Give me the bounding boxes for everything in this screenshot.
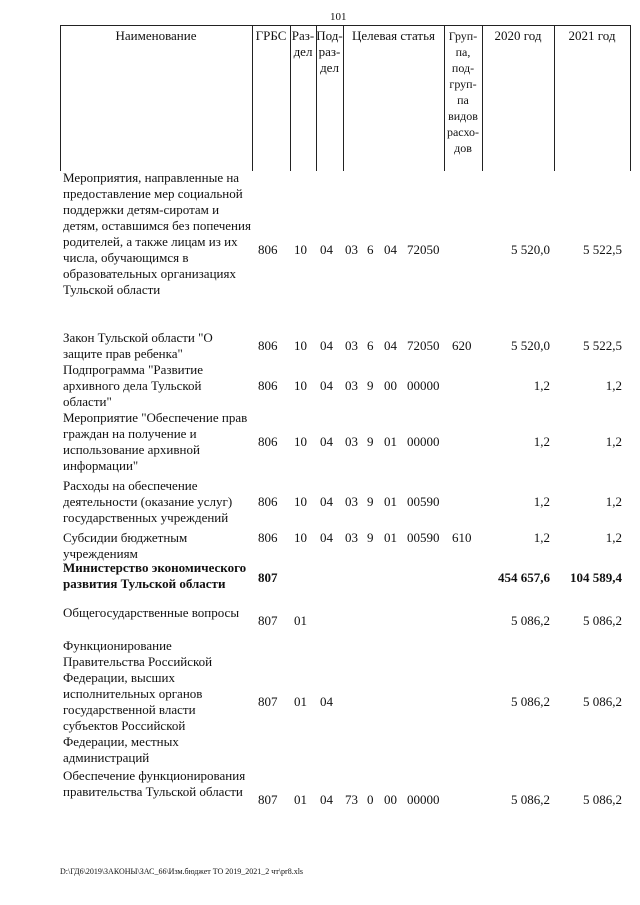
row-name-cell: Мероприятия, направленные на предоставление мер социальной поддержки детям-сиротам и детям, оставшимся без попечения родителей, а также лицам из их числа, обучающимся в образовательных организациях Тульской области (63, 170, 251, 297)
expense-type-cell: 610 (452, 530, 472, 545)
grbs-cell: 806 (258, 378, 278, 393)
grbs-cell: 806 (258, 530, 278, 545)
row-name-cell: Мероприятие "Обеспечение прав граждан на получение и использование архивной информации" (63, 410, 248, 473)
row-name-cell: Закон Тульской области "О защите прав ребенка" (63, 330, 213, 361)
podrazdel-cell: 04 (320, 434, 333, 449)
podrazdel-cell: 04 (320, 694, 333, 709)
razdel-cell: 10 (294, 242, 307, 257)
header-divider (343, 25, 344, 171)
expense-type-cell: 620 (452, 338, 472, 353)
target-event-cell: 01 (384, 494, 397, 509)
file-path-footer: D:\ГД6\2019\ЗАКОНЫ\ЗАС_66\Изм.бюджет ТО 2019_2021_2 чт\pr8.xls (60, 867, 304, 876)
target-program-cell: 03 (345, 494, 358, 509)
target-program-cell: 03 (345, 434, 358, 449)
grbs-cell: 807 (258, 792, 278, 807)
header-target: Целевая статья (351, 28, 435, 43)
grbs-cell: 807 (258, 613, 278, 628)
table-header (60, 25, 630, 172)
podrazdel-cell: 04 (320, 530, 333, 545)
razdel-cell: 01 (294, 792, 307, 807)
target-program-cell: 03 (345, 242, 358, 257)
target-subprogram-cell: 6 (367, 242, 374, 257)
grbs-cell: 806 (258, 338, 278, 353)
value-2021-cell: 1,2 (605, 378, 622, 393)
header-divider (252, 25, 253, 171)
value-2021-cell: 1,2 (605, 434, 622, 449)
podrazdel-cell: 04 (320, 242, 333, 257)
row-name-cell: Министерство экономического развития Тульской области (63, 560, 247, 591)
value-2020-cell: 5 086,2 (511, 613, 550, 628)
header-divider (482, 25, 483, 171)
value-2020-cell: 1,2 (533, 378, 550, 393)
target-subprogram-cell: 6 (367, 338, 374, 353)
podrazdel-cell: 04 (320, 792, 333, 807)
target-program-cell: 03 (345, 530, 358, 545)
value-2020-cell: 5 086,2 (511, 792, 550, 807)
value-2020-cell: 5 086,2 (511, 694, 550, 709)
target-event-cell: 00 (384, 792, 397, 807)
razdel-cell: 10 (294, 338, 307, 353)
target-subprogram-cell: 9 (367, 378, 374, 393)
target-subprogram-cell: 9 (367, 434, 374, 449)
razdel-cell: 10 (294, 530, 307, 545)
target-subprogram-cell: 0 (367, 792, 374, 807)
razdel-cell: 01 (294, 613, 307, 628)
value-2021-cell: 5 086,2 (583, 694, 622, 709)
target-event-cell: 01 (384, 530, 397, 545)
row-name-cell: Расходы на обеспечение деятельности (оказание услуг) государственных учреждений (63, 478, 233, 525)
value-2021-cell: 1,2 (605, 494, 622, 509)
row-name-cell: Функционирование Правительства Российской Федерации, высших исполнительных органов государственной власти субъектов Российской Федерации, местных администраций (63, 638, 213, 765)
header-razdel: Раз- дел (291, 28, 315, 59)
header-divider (630, 25, 631, 171)
header-divider (60, 25, 61, 171)
razdel-cell: 10 (294, 494, 307, 509)
header-name: Наименование (115, 28, 197, 43)
header-podrazdel: Под- раз- дел (316, 28, 343, 75)
value-2021-cell: 5 086,2 (583, 613, 622, 628)
value-2020-cell: 1,2 (533, 434, 550, 449)
target-program-cell: 03 (345, 378, 358, 393)
value-2020-cell: 454 657,6 (498, 570, 550, 585)
target-code-cell: 00000 (407, 434, 440, 449)
target-code-cell: 00590 (407, 530, 440, 545)
value-2021-cell: 1,2 (605, 530, 622, 545)
header-divider (554, 25, 555, 171)
value-2021-cell: 5 522,5 (583, 242, 622, 257)
target-code-cell: 72050 (407, 338, 440, 353)
target-event-cell: 04 (384, 242, 397, 257)
target-event-cell: 00 (384, 378, 397, 393)
grbs-cell: 807 (258, 570, 278, 585)
target-event-cell: 04 (384, 338, 397, 353)
header-grbs: ГРБС (255, 28, 287, 43)
target-event-cell: 01 (384, 434, 397, 449)
row-name-cell: Субсидии бюджетным учреждениям (63, 530, 188, 561)
value-2020-cell: 5 520,0 (511, 242, 550, 257)
value-2021-cell: 5 522,5 (583, 338, 622, 353)
target-program-cell: 03 (345, 338, 358, 353)
grbs-cell: 807 (258, 694, 278, 709)
podrazdel-cell: 04 (320, 494, 333, 509)
header-group: Груп- па, под- груп- па видов расхо- дов (446, 29, 480, 155)
razdel-cell: 01 (294, 694, 307, 709)
razdel-cell: 10 (294, 434, 307, 449)
row-name-cell: Обеспечение функционирования правительства Тульской области (63, 768, 246, 799)
grbs-cell: 806 (258, 242, 278, 257)
row-name-cell: Общегосударственные вопросы (63, 605, 240, 620)
target-code-cell: 00590 (407, 494, 440, 509)
target-program-cell: 73 (345, 792, 358, 807)
podrazdel-cell: 04 (320, 338, 333, 353)
grbs-cell: 806 (258, 434, 278, 449)
target-code-cell: 00000 (407, 792, 440, 807)
value-2021-cell: 5 086,2 (583, 792, 622, 807)
target-subprogram-cell: 9 (367, 494, 374, 509)
value-2020-cell: 5 520,0 (511, 338, 550, 353)
podrazdel-cell: 04 (320, 378, 333, 393)
target-subprogram-cell: 9 (367, 530, 374, 545)
header-2020: 2020 год (494, 28, 542, 43)
target-code-cell: 00000 (407, 378, 440, 393)
row-name-cell: Подпрограмма "Развитие архивного дела Тульской области" (63, 362, 204, 409)
value-2021-cell: 104 589,4 (570, 570, 622, 585)
header-2021: 2021 год (568, 28, 616, 43)
page-number: 101 (330, 11, 347, 23)
grbs-cell: 806 (258, 494, 278, 509)
target-code-cell: 72050 (407, 242, 440, 257)
value-2020-cell: 1,2 (533, 530, 550, 545)
value-2020-cell: 1,2 (533, 494, 550, 509)
razdel-cell: 10 (294, 378, 307, 393)
